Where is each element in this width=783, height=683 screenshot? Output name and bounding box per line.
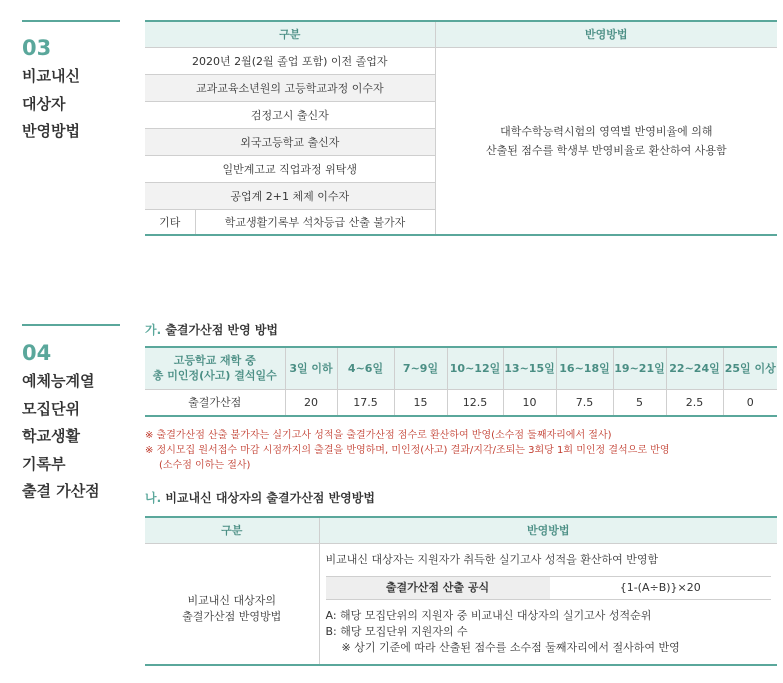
method-category-line: 비교내신 대상자의 <box>187 593 276 607</box>
subheading-b-marker: 나. <box>145 491 162 505</box>
other-value: 학교생활기록부 석차등급 산출 불가자 <box>195 209 435 235</box>
attendance-notes <box>145 428 670 473</box>
section-04-divider <box>22 324 120 326</box>
points-row-label: 출결가산점 <box>145 389 285 416</box>
points-value: 7.5 <box>556 389 613 416</box>
section-04-title-line: 예체능계열 <box>22 372 95 390</box>
subheading-b-text: 비교내신 대상자의 출결가산점 반영방법 <box>165 491 375 505</box>
absence-range-header: 7~9일 <box>394 347 447 389</box>
column-header-category: 구분 <box>145 21 435 47</box>
points-value: 20 <box>285 389 337 416</box>
column-header-method: 반영방법 <box>435 21 777 47</box>
method-description: 비교내신 대상자는 지원자가 취득한 실기고사 성적을 환산하여 반영함 <box>325 552 659 566</box>
subheading-b <box>145 489 375 506</box>
absence-range-header: 22~24일 <box>666 347 723 389</box>
absence-range-header: 3일 이하 <box>285 347 337 389</box>
points-value: 2.5 <box>666 389 723 416</box>
points-value: 0 <box>723 389 777 416</box>
points-value: 10 <box>503 389 556 416</box>
absence-range-header: 10~12일 <box>447 347 503 389</box>
method-line: 대학수학능력시험의 영역별 반영비율에 의해 <box>500 124 713 138</box>
section-04-title-line: 학교생활 <box>22 427 80 445</box>
section-03-title-line: 비교내신 <box>22 67 80 85</box>
note-line: ※ 정시모집 원서접수 마감 시점까지의 출결을 반영하며, 미인정(사고) 결과/지각/조퇴는 3회당 1회 미인정 결석으로 반영 <box>145 445 670 456</box>
category-row: 공업계 2+1 체제 이수자 <box>145 182 435 209</box>
absence-range-header: 25일 이상 <box>723 347 777 389</box>
method-cell <box>435 47 777 235</box>
absence-range-header: 13~15일 <box>503 347 556 389</box>
absence-range-header: 4~6일 <box>337 347 394 389</box>
subheading-a-marker: 가. <box>145 323 162 337</box>
legend-line: B: 해당 모집단위 지원자의 수 <box>325 624 468 638</box>
legend-line: A: 해당 모집단위의 지원자 중 비교내신 대상자의 실기고사 성적순위 <box>325 608 652 622</box>
points-value: 12.5 <box>447 389 503 416</box>
note-line: ※ 출결가산점 산출 불가자는 실기고사 성적을 출결가산점 점수로 환산하여 반영(소수점 둘째자리에서 절사) <box>145 430 612 441</box>
category-row: 2020년 2월(2월 졸업 포함) 이전 졸업자 <box>145 47 435 74</box>
section-03-title-line: 대상자 <box>22 94 66 113</box>
section-03-title-line: 반영방법 <box>22 122 80 140</box>
comparison-grade-table <box>145 20 777 236</box>
absence-days-header <box>145 347 285 389</box>
formula-box <box>326 576 772 600</box>
note-line: (소수점 이하는 절사) <box>159 460 251 471</box>
method-line: 산출된 점수를 학생부 반영비율로 환산하여 사용함 <box>485 143 727 157</box>
comparison-attendance-method-table <box>145 516 777 666</box>
section-04-number: 04 <box>22 341 52 365</box>
points-value: 15 <box>394 389 447 416</box>
other-label: 기타 <box>145 209 195 235</box>
method-category-cell <box>145 543 319 665</box>
legend-note: ※ 상기 기준에 따라 산출된 점수를 소수점 둘째자리에서 절사하여 반영 <box>341 640 680 654</box>
points-value: 17.5 <box>337 389 394 416</box>
attendance-points-table <box>145 346 777 417</box>
points-value: 5 <box>613 389 666 416</box>
column-header-category: 구분 <box>145 517 319 543</box>
subheading-a-text: 출결가산점 반영 방법 <box>165 323 279 337</box>
formula-value: {1-(A÷B)}×20 <box>619 580 701 594</box>
category-row: 일반계고교 직업과정 위탁생 <box>145 155 435 182</box>
section-03-title <box>22 63 80 146</box>
section-04-title <box>22 368 100 506</box>
section-04-title-line: 기록부 <box>22 454 66 473</box>
section-04-title-line: 출결 가산점 <box>22 482 100 500</box>
section-04-title-line: 모집단위 <box>22 399 80 418</box>
formula-legend <box>320 600 778 656</box>
absence-range-header: 19~21일 <box>613 347 666 389</box>
absence-range-header: 16~18일 <box>556 347 613 389</box>
formula-label: 출결가산점 산출 공식 <box>326 577 550 599</box>
category-row: 외국고등학교 출신자 <box>145 128 435 155</box>
column-header-method: 반영방법 <box>319 517 777 543</box>
method-category-line: 출결가산점 반영방법 <box>182 609 282 623</box>
category-row: 검정고시 출신자 <box>145 101 435 128</box>
method-detail-cell <box>319 543 777 665</box>
category-row: 교과교육소년원의 고등학교과정 이수자 <box>145 74 435 101</box>
section-03-divider <box>22 20 120 22</box>
subheading-a <box>145 321 278 338</box>
absence-days-header-line: 고등학교 재학 중 <box>173 354 256 368</box>
absence-days-header-line: 총 미인정(사고) 결석일수 <box>152 369 277 383</box>
section-03-number: 03 <box>22 36 52 60</box>
